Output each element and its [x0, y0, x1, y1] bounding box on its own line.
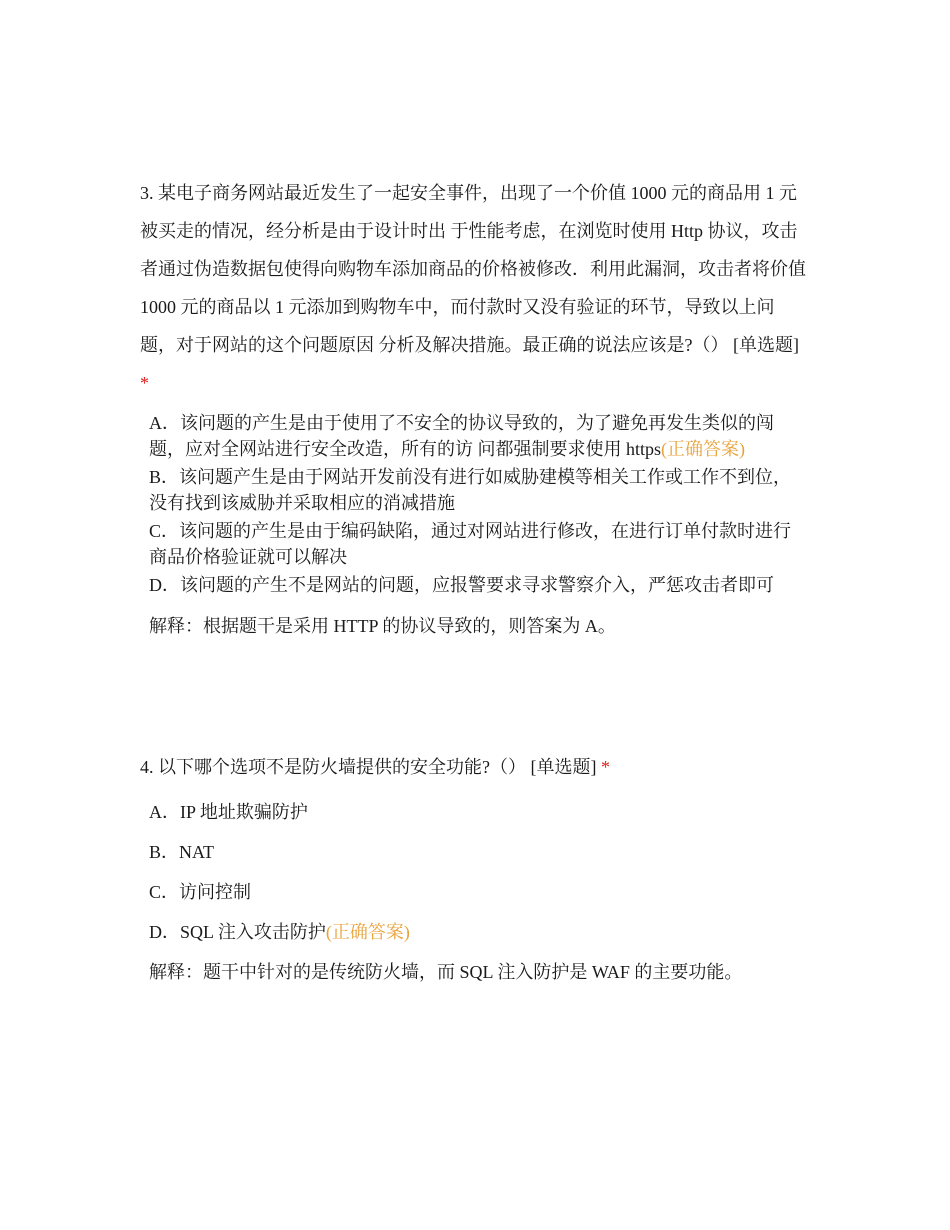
- option-d: [149, 572, 808, 598]
- option-d-text: D．SQL 注入攻击防护: [149, 922, 326, 942]
- option-list: [140, 792, 808, 952]
- option-c-text: C．访问控制: [149, 882, 252, 902]
- option-b: [149, 832, 808, 872]
- question-type-label: [单选题]: [733, 335, 799, 355]
- option-a-text: A．该问题的产生是由于使用了不安全的协议导致的，为了避免再发生类似的闯题，应对全网站进行安全改造，所有的访 问都强制要求使用 https: [149, 413, 774, 459]
- option-b: [149, 464, 808, 516]
- correct-answer-tag: (正确答案): [325, 922, 410, 942]
- option-c: [149, 518, 808, 570]
- explanation: 解释：根据题干是采用 HTTP 的协议导致的，则答案为 A。: [149, 616, 616, 636]
- correct-answer-tag: (正确答案): [661, 439, 746, 459]
- option-b-text: B．NAT: [149, 842, 215, 862]
- option-d-text: D．该问题的产生不是网站的问题，应报警要求寻求警察介入，严惩攻击者即可: [149, 575, 774, 595]
- question-stem-text: 3. 某电子商务网站最近发生了一起安全事件，出现了一个价值 1000 元的商品用 1 元被买走的情况，经分析是由于设计时出 于性能考虑，在浏览时使用 Http 协议，攻击者通过伪造数据包使得向购物车添加商品的价格被修改．利用此漏洞，攻击者将价值 1000 元的商品以 1 元添加到购物车中，而付款时又没有验证的环节，导致以上问题，对于网站的这个问题原因 分析及解决措施。最正确的说法应该是?（）: [140, 183, 806, 355]
- question-stem: [140, 748, 808, 786]
- option-a: [149, 410, 808, 462]
- question-4: [140, 748, 808, 992]
- option-c: [149, 872, 808, 912]
- option-c-text: C．该问题的产生是由于编码缺陷，通过对网站进行修改，在进行订单付款时进行商品价格验证就可以解决: [149, 521, 792, 567]
- option-a-text: A．IP 地址欺骗防护: [149, 802, 308, 822]
- question-3: [140, 174, 808, 646]
- question-stem: [140, 174, 808, 402]
- question-stem-text: 4. 以下哪个选项不是防火墙提供的安全功能?（）: [140, 757, 526, 777]
- option-a: [149, 792, 808, 832]
- option-d: [149, 912, 808, 952]
- required-mark: *: [140, 373, 149, 393]
- question-type-label: [单选题]: [530, 757, 597, 777]
- required-mark: *: [601, 757, 610, 777]
- option-list: [140, 410, 808, 598]
- option-b-text: B．该问题产生是由于网站开发前没有进行如威胁建模等相关工作或工作不到位，没有找到该威胁并采取相应的消减措施: [149, 467, 792, 513]
- explanation: 解释：题干中针对的是传统防火墙，而 SQL 注入防护是 WAF 的主要功能。: [149, 962, 743, 982]
